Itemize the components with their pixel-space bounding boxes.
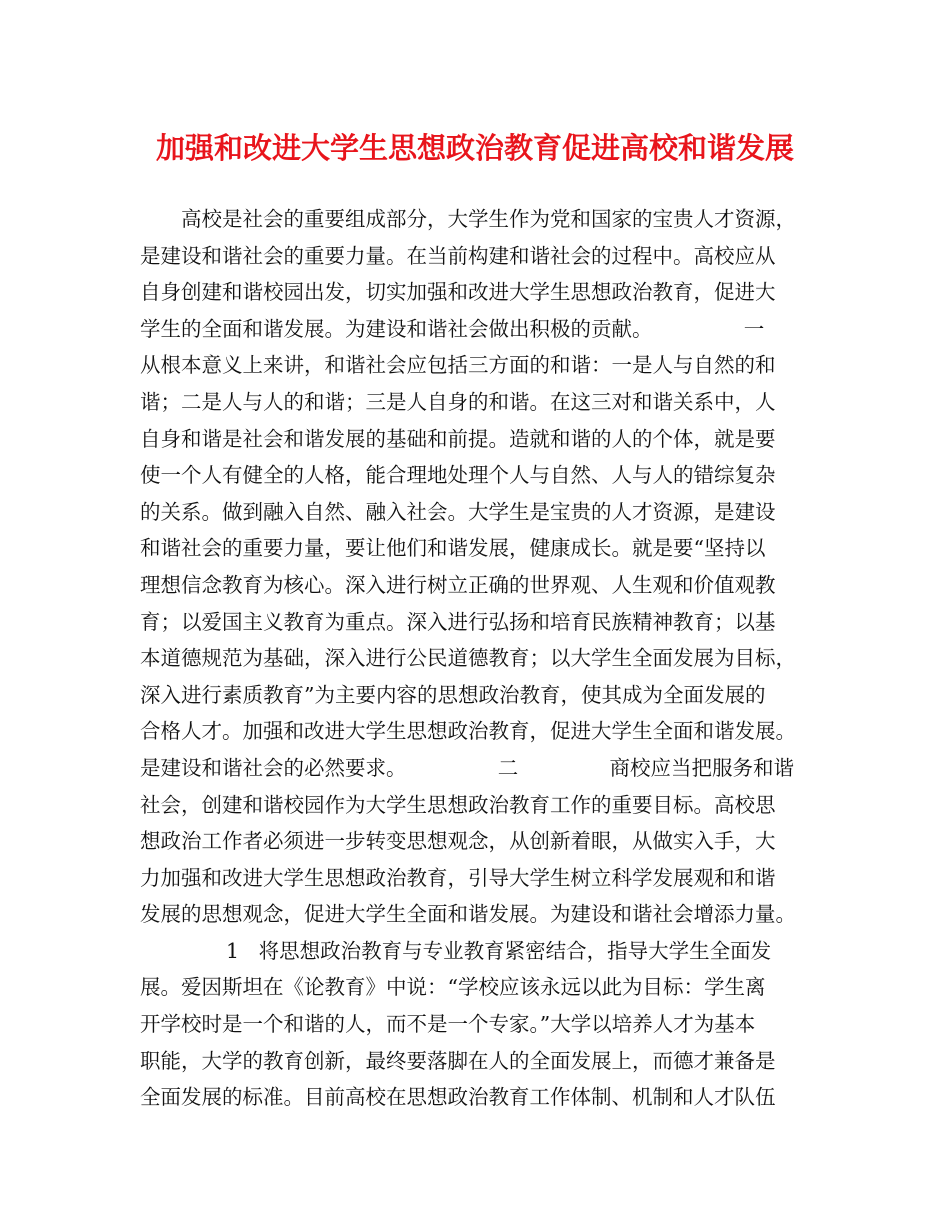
text-line: 发展的思想观念，促进大学生全面和谐发展。为建设和谐社会增添力量。 xyxy=(140,902,796,927)
text-line: 全面发展的标准。目前高校在思想政治教育工作体制、机制和人才队伍 xyxy=(140,1085,776,1110)
text-line: 社会，创建和谐校园作为大学生思想政治教育工作的重要目标。高校思 xyxy=(140,792,776,817)
text-line: 从根本意义上来讲，和谐社会应包括三方面的和谐：一是人与自然的和 xyxy=(140,353,776,378)
text-line: 的关系。做到融入自然、融入社会。大学生是宝贵的人才资源，是建设 xyxy=(140,499,776,524)
text-line: 学生的全面和谐发展。为建设和谐社会做出积极的贡献。 一 xyxy=(140,316,765,341)
document-body xyxy=(140,201,820,1116)
text-line: 自身和谐是社会和谐发展的基础和前提。造就和谐的人的个体，就是要 xyxy=(140,426,776,451)
text-line: 育；以爱国主义教育为重点。深入进行弘扬和培育民族精神教育；以基 xyxy=(140,609,776,634)
text-line: 高校是社会的重要组成部分，大学生作为党和国家的宝贵人才资源， xyxy=(181,207,796,231)
text-line: 是建设和谐社会的重要力量。在当前构建和谐社会的过程中。高校应从 xyxy=(140,243,776,268)
text-line: 是建设和谐社会的必然要求。 二 商校应当把服务和谐 xyxy=(140,755,794,780)
text-line: 开学校时是一个和谐的人，而不是一个专家。”大学以培养人才为基本 xyxy=(140,1012,756,1037)
text-line: 1 将思想政治教育与专业教育紧密结合，指导大学生全面发 xyxy=(226,938,772,963)
text-line: 职能，大学的教育创新，最终要落脚在人的全面发展上，而德才兼备是 xyxy=(140,1048,776,1073)
document-title: 加强和改进大学生思想政治教育促进高校和谐发展 xyxy=(155,131,794,165)
text-line: 展。爱因斯坦在《论教育》中说：“学校应该永远以此为目标：学生离 xyxy=(140,975,766,1000)
text-line: 自身创建和谐校园出发，切实加强和改进大学生思想政治教育，促进大 xyxy=(140,280,776,305)
text-line: 理想信念教育为核心。深入进行树立正确的世界观、人生观和价值观教 xyxy=(140,572,776,597)
text-line: 使一个人有健全的人格，能合理地处理个人与自然、人与人的错综复杂 xyxy=(140,463,776,488)
text-line: 合格人才。加强和改进大学生思想政治教育，促进大学生全面和谐发展。 xyxy=(140,719,796,744)
text-line: 本道德规范为基础，深入进行公民道德教育；以大学生全面发展为目标， xyxy=(140,646,796,671)
text-line: 和谐社会的重要力量，要让他们和谐发展，健康成长。就是要“坚持以 xyxy=(140,536,766,561)
text-line: 谐；二是人与人的和谐；三是人自身的和谐。在这三对和谐关系中，人 xyxy=(140,389,776,414)
text-line: 力加强和改进大学生思想政治教育，引导大学生树立科学发展观和和谐 xyxy=(140,865,776,890)
text-line: 深入进行素质教育”为主要内容的思想政治教育，使其成为全面发展的 xyxy=(140,682,766,707)
text-line: 想政治工作者必须进一步转变思想观念，从创新着眼，从做实入手，大 xyxy=(140,829,776,854)
